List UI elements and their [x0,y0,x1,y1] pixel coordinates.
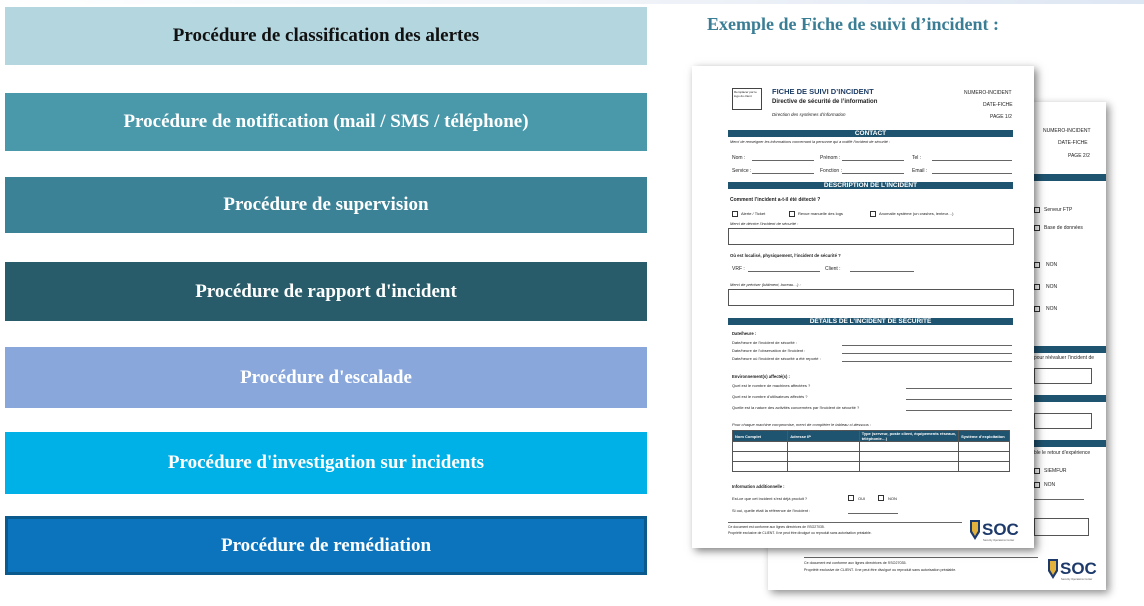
footer-text-2: Propriété exclusive de CLIENT. Il ne peut être divulgué ou reproduit sans autorisation préalable. [728,531,872,535]
form2-date: DATE-FICHE [1058,140,1088,146]
col-ip: Adresse IP [788,431,859,442]
procedure-supervision[interactable]: Procédure de supervision [5,177,647,233]
example-title: Exemple de Fiche de suivi d’incident : [707,14,999,34]
info-question: Est-ce que cet incident s’est déjà produit ? [732,496,808,501]
form2-non: NON [1046,284,1058,290]
input-info-ref[interactable] [848,513,898,514]
form-numero: NUMERO-INCIDENT [964,90,1012,96]
procedure-remediation[interactable]: Procédure de remédiation [5,516,647,575]
label-fonction: Fonction : [820,168,842,174]
label-prenom: Prénom : [820,155,841,161]
form-subtitle: Directive de sécurité de l’information [772,99,878,105]
table-note: Pour chaque machine compromise, merci de compléter le tableau ci-dessous : [732,422,871,427]
describe-label: Merci de décrire l’incident de sécurité : [730,221,799,226]
info-ref-label: Si oui, quelle était la référence de l’incident : [732,508,811,513]
input-email[interactable] [932,173,1012,174]
form2-line [1034,499,1084,500]
input-service[interactable] [752,173,814,174]
form2-checkbox[interactable] [1034,225,1040,231]
input-tel[interactable] [932,160,1012,161]
soc-shield-icon [968,518,982,542]
input-prenom[interactable] [842,160,904,161]
form2-checkbox[interactable] [1034,482,1040,488]
soc-subtitle: Security Operations Center [983,539,1015,542]
form2-footer1: Ce document est conforme aux lignes directrices de l’ISO27035. [804,561,907,565]
checkbox-non[interactable] [878,495,884,501]
incident-form-page-1 [692,66,1034,548]
input-fonction[interactable] [842,173,904,174]
input-client[interactable] [850,271,914,272]
form2-text-box[interactable] [1034,413,1092,429]
procedure-escalade[interactable]: Procédure d'escalade [5,347,647,408]
input-date-report[interactable] [842,361,1012,362]
form2-footer2: Propriété exclusive de CLIENT. Il ne peut être divulgué ou reproduit sans autorisation préalable. [804,568,957,572]
option-anomalie: Anomalie système (un crashes, lenteur…) [879,211,954,216]
describe-input[interactable] [728,228,1014,245]
form2-section-bar [1034,395,1106,402]
form-page: PAGE 1/2 [990,114,1012,120]
col-nom: Nom Complet [733,431,788,442]
date-observation-label: Date/heure de l’observation de l’incident : [732,348,806,353]
input-vrf[interactable] [748,271,820,272]
form2-checkbox[interactable] [1034,207,1040,213]
top-gradient [0,0,1144,4]
precise-label: Merci de préciser (bâtiment, bureau…) : [730,282,801,287]
detection-question: Comment l’incident a-t-il été détecté ? [730,197,821,203]
footer-line [728,522,962,523]
label-nom: Nom : [732,155,746,161]
procedure-classification-alertes[interactable]: Procédure de classification des alertes [5,7,647,65]
procedure-notification[interactable]: Procédure de notification (mail / SMS / téléphone) [5,93,647,151]
input-nom[interactable] [752,160,814,161]
input-env-machines[interactable] [906,388,1012,389]
precise-input[interactable] [728,289,1014,306]
env-machines-label: Quel est le nombre de machines affectées ? [732,383,811,388]
col-os: Système d’exploitation [959,431,1010,442]
form2-page: PAGE 2/2 [1068,153,1090,159]
form2-soc-sub: Security Operations Center [1061,578,1093,581]
client-logo-placeholder: Remplacer par le logo du client [732,88,762,110]
env-label: Environnement(s) affecté(s) : [732,374,790,379]
form2-non: NON [1046,306,1058,312]
table-row[interactable] [733,462,1010,472]
form2-section-bar [1034,440,1106,447]
form2-base-donnees: Base de données [1044,225,1083,231]
form2-text-box[interactable] [1034,518,1089,536]
form2-soc-logo: SOC [1060,559,1097,578]
location-question: Où est localisé, physiquement, l’incident de sécurité ? [730,253,841,258]
label-email: Email : [912,168,928,174]
soc-logo: SOC [982,520,1019,539]
input-env-users[interactable] [906,399,1012,400]
label-tel: Tel : [912,155,922,161]
form2-checkbox[interactable] [1034,262,1040,268]
option-oui: OUI [858,496,866,501]
checkbox-alerte[interactable] [732,211,738,217]
form2-non: NON [1046,262,1058,268]
form2-non: NON [1044,482,1056,488]
form-department: Direction des systèmes d’information [772,112,846,117]
soc-shield-icon [1046,557,1060,581]
form2-checkbox[interactable] [1034,306,1040,312]
checkbox-revue[interactable] [789,211,795,217]
col-type: Type (serveur, poste client, équipements réseaux, téléphonie…) [859,431,958,442]
date-incident-label: Date/heure de l’incident de sécurité : [732,340,797,345]
form-date: DATE-FICHE [983,102,1013,108]
procedure-investigation[interactable]: Procédure d'investigation sur incidents [5,432,647,494]
env-activities-label: Quelle est la nature des activités concernées par l’incident de sécurité ? [732,405,860,410]
checkbox-anomalie[interactable] [870,211,876,217]
footer-text-1: Ce document est conforme aux lignes directrices de l’ISO27035. [728,525,825,529]
label-client: Client : [825,266,841,272]
form2-serveur-ftp: Serveur FTP [1044,207,1073,213]
form2-numero: NUMERO-INCIDENT [1043,128,1091,134]
form2-text-box[interactable] [1034,368,1092,384]
procedure-rapport-incident[interactable]: Procédure de rapport d'incident [5,262,647,321]
input-date-incident[interactable] [842,345,1012,346]
option-non: NON [888,496,897,501]
input-env-activities[interactable] [906,410,1012,411]
table-row[interactable] [733,452,1010,462]
form2-retour: ble le retour d’expérience [1034,450,1091,456]
table-row[interactable] [733,442,1010,452]
form2-checkbox[interactable] [1034,284,1040,290]
form2-checkbox[interactable] [1034,468,1040,474]
label-vrf: VRF : [732,266,745,272]
form2-siemfile: SIEMFUR [1044,468,1067,474]
dates-label: Date/heure : [732,331,757,336]
label-service: Service : [732,168,752,174]
env-users-label: Quel est le nombre d’utilisateurs affectés ? [732,394,808,399]
option-revue: Revue manuelle des logs [798,211,843,216]
description-header: DESCRIPTION DE L’INCIDENT [728,182,1013,189]
contact-header: CONTACT [728,130,1013,137]
input-date-observation[interactable] [842,353,1012,354]
contact-note: Merci de renseigner les informations concernant la personne qui a notifié l’incident de sécurité : [730,140,890,144]
option-alerte: Alerte / Ticket [741,211,766,216]
form2-section-bar [1034,346,1106,353]
form2-evaluate: pour réévaluer l’incident de [1034,355,1095,361]
form-title: FICHE DE SUIVI D’INCIDENT [772,87,874,96]
info-label: Information additionnelle : [732,484,785,489]
date-report-label: Date/heure où l’incident de sécurité a été reporté : [732,356,821,361]
form2-section-bar [1034,174,1106,181]
form2-footer-line [804,557,1038,558]
details-header: DÉTAILS DE L’INCIDENT DE SÉCURITÉ [728,318,1013,325]
machines-table [732,430,1010,472]
checkbox-oui[interactable] [848,495,854,501]
